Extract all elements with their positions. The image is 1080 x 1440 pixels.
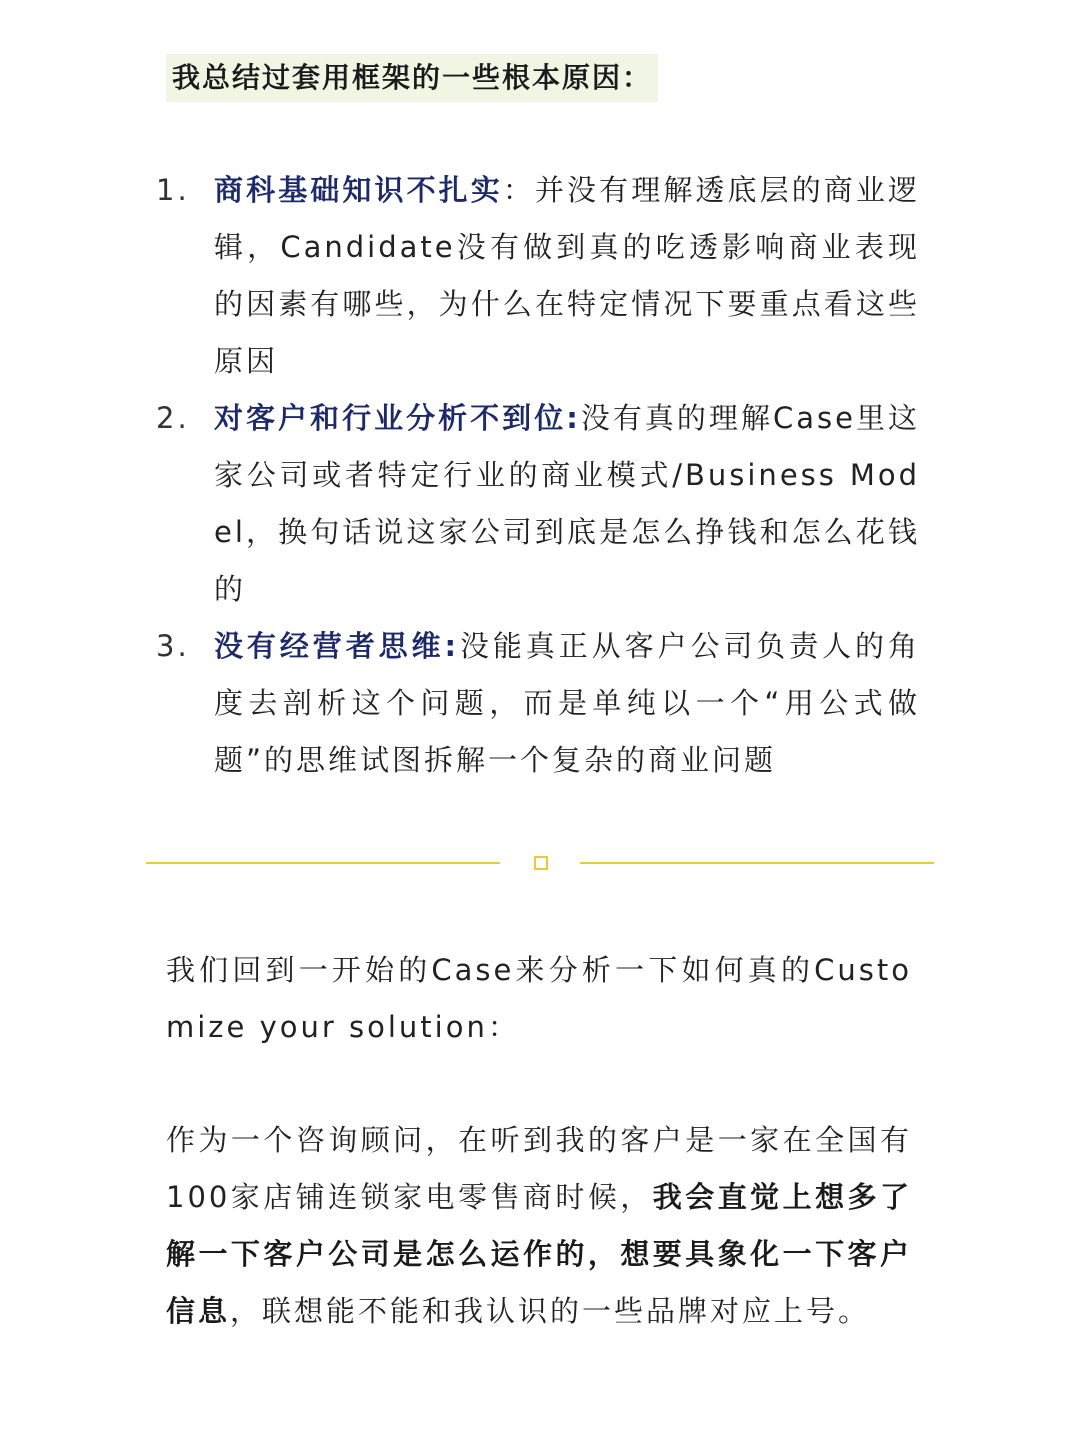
divider-square-icon [534, 856, 548, 870]
section-divider [146, 852, 934, 874]
divider-line-right [580, 862, 934, 864]
section-heading: 我总结过套用框架的一些根本原因： [166, 54, 658, 102]
reason-key: 没有经营者思维: [214, 629, 460, 663]
reason-number: 3. [156, 629, 190, 663]
reason-text: 没有真的理解Case里这家公司或者特定行业的商业模式/Business Model，换句话说这家公司到底是怎么挣钱和怎么花钱的 [214, 401, 920, 606]
reason-item-3 [150, 618, 920, 789]
reason-text: ：并没有理解透底层的商业逻辑，Candidate没有做到真的吃透影响商业表现的因素有哪些，为什么在特定情况下要重点看这些原因 [214, 173, 920, 378]
intro-paragraph: 我们回到一开始的Case来分析一下如何真的Customize your solution： [166, 953, 912, 1044]
reason-key: 商科基础知识不扎实 [214, 173, 503, 207]
reason-item-1 [150, 162, 920, 390]
reason-item-2 [150, 390, 920, 618]
reason-number: 2. [156, 401, 190, 435]
reasons-list [150, 162, 920, 789]
paragraph-emphasis: 我会直觉上想多了解一下客户公司是怎么运作的，想要具象化一下客户信息 [166, 1180, 912, 1328]
paragraph-lead: 作为一个咨询顾问，在听到我的客户是一家在全国有100家店铺连锁家电零售商时候， [166, 1123, 912, 1214]
consultant-paragraph [166, 1112, 912, 1340]
reason-text: 没能真正从客户公司负责人的角度去剖析这个问题，而是单纯以一个“用公式做题”的思维试图拆解一个复杂的商业问题 [214, 629, 920, 777]
reason-key: 对客户和行业分析不到位: [214, 401, 581, 435]
reason-number: 1. [156, 173, 190, 207]
divider-line-left [146, 862, 500, 864]
paragraph-tail: ，联想能不能和我认识的一些品牌对应上号。 [230, 1294, 871, 1328]
